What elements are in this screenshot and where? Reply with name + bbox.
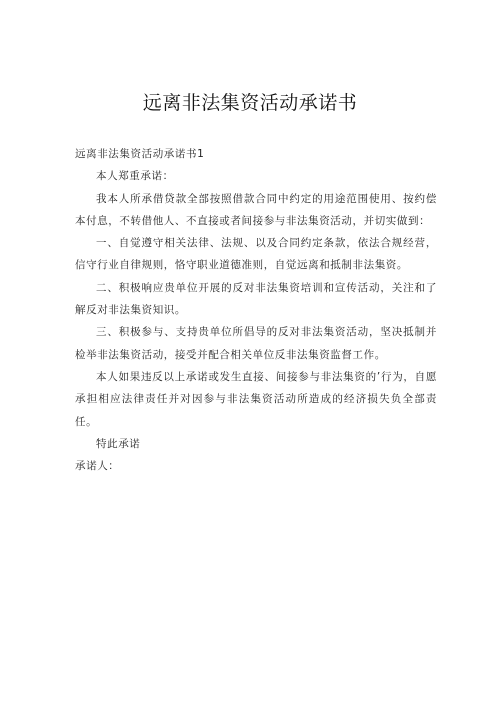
document-title: 远离非法集资活动承诺书 [142, 92, 358, 114]
paragraph-item-3: 三、积极参与、支持贵单位所倡导的反对非法集资活动，坚决抵制并检举非法集资活动，接受并配合相关单位反非法集资监督工作。 [75, 326, 437, 361]
paragraph-closing: 特此承诺 [96, 437, 141, 450]
signature-label: 承诺人： [75, 460, 120, 473]
paragraph-item-2: 二、积极响应贵单位开展的反对非法集资培训和宣传活动，关注和了解反对非法集资知识。 [75, 281, 437, 317]
document-body [75, 143, 437, 477]
paragraph-loan-usage: 我本人所承借贷款全部按照借款合同中约定的用途范围使用、按约偿本付息，不转借他人、不直接或者间接参与非法集资活动，并切实做到： [75, 192, 437, 227]
paragraph-item-1: 一、自觉遵守相关法律、法规、以及合同约定条款，依法合规经营，信守行业自律规则，恪守职业道德准则，自觉远离和抵制非法集资。 [75, 237, 437, 272]
document-subtitle: 远离非法集资活动承诺书1 [75, 148, 205, 160]
paragraph-pledge-intro: 本人郑重承诺： [96, 170, 174, 183]
paragraph-liability: 本人如果违反以上承诺或发生直接、间接参与非法集资的’行为，自愿承担相应法律责任并对因参与非法集资活动所造成的经济损失负全部责任。 [75, 370, 437, 428]
